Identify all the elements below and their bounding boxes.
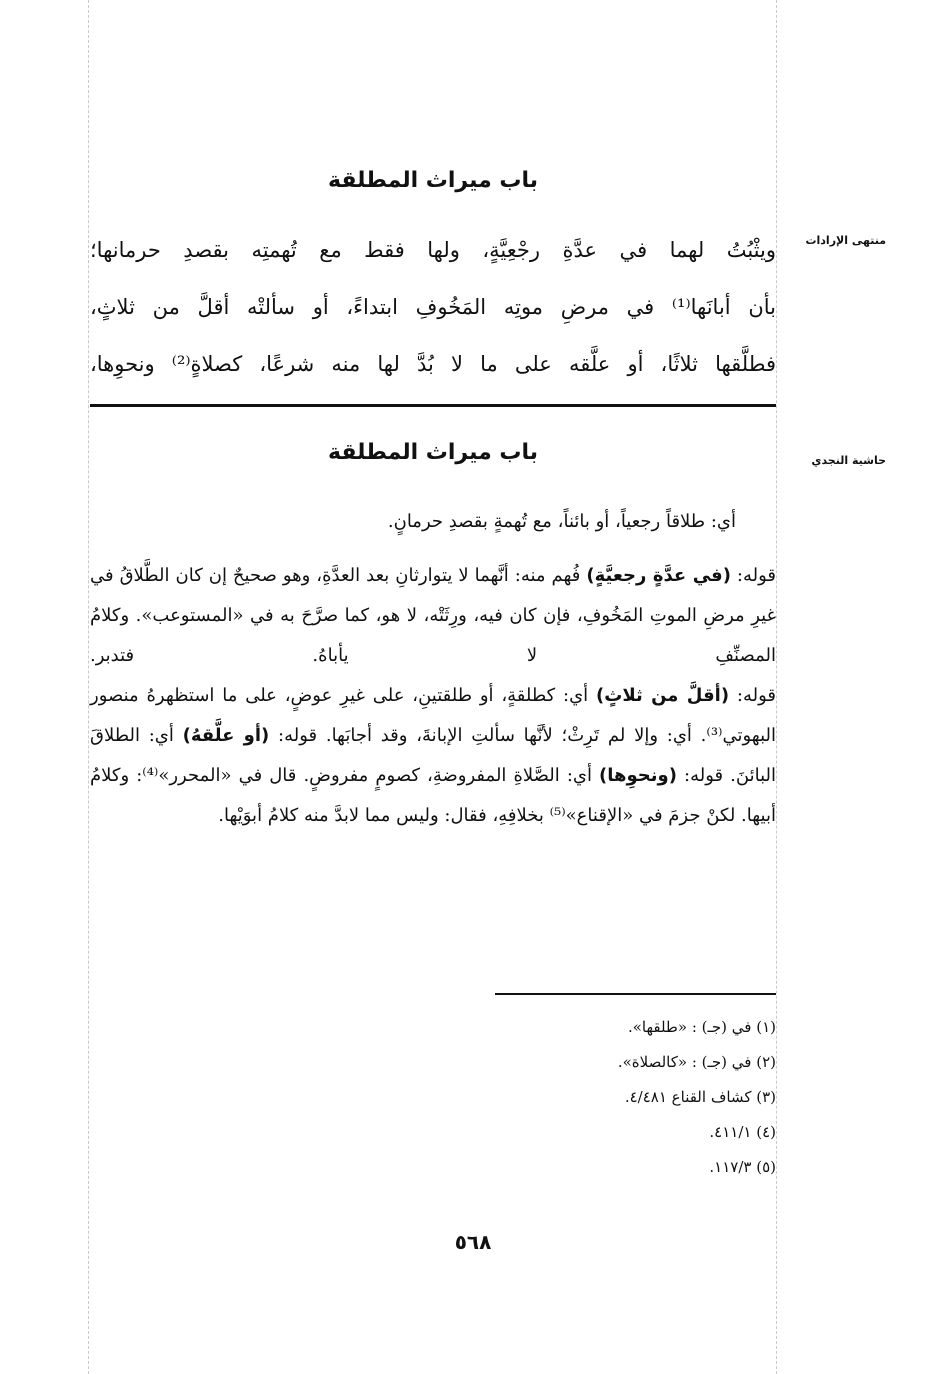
matn-line: بأن أبانَها⁽¹⁾ في مرضِ موتِه المَخُوفِ ابتداءً، أو سألتْه أقلَّ من ثلاثٍ، [90,295,776,319]
matn-side-label: منتهى الإرادات [805,234,886,247]
hashiya-paragraph: قوله: (في عدَّةٍ رجعيَّةٍ) فُهم منه: أنَّهما لا يتوارثانِ بعد العدَّةِ، وهو صحيحٌ إن كان الطَّلاقُ في غيرِ مرضِ الموتِ المَخُوفِ، فإن كان فيه، ورِثَتْه، لا هو، كما صرَّحَ به في «المستوعب». وكلامُ المصنِّفِ لا يأباهُ. فتدبر. [90,565,777,666]
footnote-divider [495,993,776,995]
page-number: ٥٦٨ [454,1230,492,1254]
quoted-term: (في عدَّةٍ رجعيَّةٍ) [586,565,731,586]
hashiya-title: باب ميراث المطلقة [327,440,539,465]
matn-text [90,222,776,393]
footnotes [90,1010,776,1185]
footnote: (٤) ٤١١/١. [709,1123,776,1141]
quoted-term: (أقلَّ من ثلاثٍ) [596,685,730,706]
footnote: (٣) كشاف القناع ٤/٤٨١. [624,1088,776,1106]
guide-line-left [88,0,89,1374]
guide-line-right [776,0,777,1374]
matn-title: باب ميراث المطلقة [327,168,539,193]
quoted-term: (ونحوِها) [599,765,677,786]
matn-line: ويثْبُتُ لهما في عدَّةِ رجْعِيَّةٍ، ولها فقط مع تُهمتِه بقصدِ حرمانها؛ [90,238,776,262]
section-divider [90,404,776,407]
footnote: (١) في (جـ) : «طلقها». [627,1018,776,1036]
hashiya-text [90,502,776,836]
hashiya-paragraph: قوله: (أقلَّ من ثلاثٍ) أي: كطلقةٍ، أو طلقتينِ، على غيرِ عوضٍ، على ما استظهرهُ منصور البهوتي⁽³⁾. أي: وإلا لم تَرِثْ؛ لأنَّها سألتِ الإبانةَ، وقد أجابَها. قوله: (أو علَّقهُ) أي: الطلاقَ البائنَ. قوله: (ونحوِها) أي: الصَّلاةِ المفروضةِ، كصومٍ مفروضٍ. قال في «المحرر»⁽⁴⁾: وكلامُ أبيها. لكنْ جزمَ في «الإقناع»⁽⁵⁾ بخلافِهِ، فقال: وليس مما لابدَّ منه كلامُ أبوَيْها. [90,685,776,826]
matn-line: فطلَّقها ثلاثًا، أو علَّقه على ما لا بُدَّ لها منه شرعًا، كصلاةٍ⁽²⁾ ونحوِها، [90,352,776,376]
footnote: (٢) في (جـ) : «كالصلاة». [617,1053,776,1071]
hashiya-intro: أي: طلاقاً رجعياً، أو بائناً، مع تُهمةٍ بقصدِ حرمانٍ. [387,511,736,532]
footnote: (٥) ١١٧/٣. [709,1158,776,1176]
hashiya-side-label: حاشية النجدي [811,454,886,467]
quoted-term: (أو علَّقهُ) [182,725,270,746]
